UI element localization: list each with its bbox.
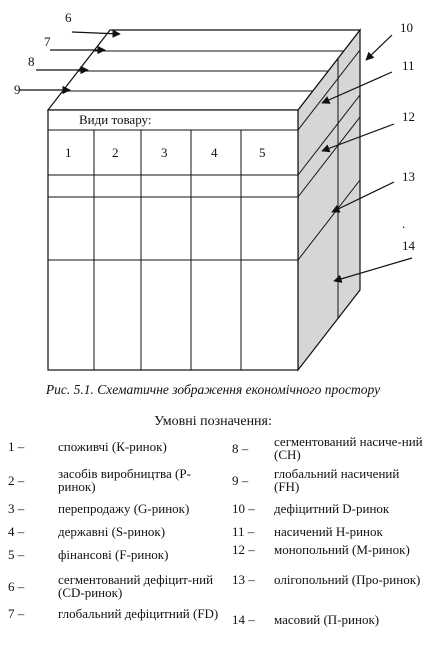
legend-item-3 (8, 502, 220, 515)
legend-text: сегментований насиче-ний (СН) (274, 434, 423, 462)
arrow-label-6: 6 (65, 10, 72, 25)
legend-text: дефіцитний D-ринок (274, 501, 390, 516)
legend-number: 3 – (8, 501, 25, 516)
legend-number: 7 – (8, 606, 25, 621)
legend-number: 12 – (232, 542, 255, 557)
stray-mark: . (402, 216, 406, 231)
legend-title: Умовні позначення: (154, 414, 272, 429)
legend-item-5 (8, 548, 220, 561)
figure-caption: Рис. 5.1. Схематичне зображення економічного простору (45, 382, 381, 397)
legend-text: глобальний дефіцитний (FD) (58, 606, 219, 621)
legend-text: державні (S-ринок) (58, 524, 166, 539)
column-label-5: 5 (259, 145, 266, 160)
legend-text: монопольний (М-ринок) (274, 542, 410, 557)
arrow-label-14: 14 (402, 238, 415, 253)
column-label-2: 2 (112, 145, 119, 160)
legend-item-6 (8, 573, 220, 599)
legend-item-8 (232, 435, 424, 461)
legend-text: засобів виробництва (Р-ринок) (58, 466, 191, 494)
column-label-3: 3 (161, 145, 168, 160)
legend-item-11 (232, 525, 424, 538)
arrow-label-8: 8 (28, 54, 35, 69)
legend-number: 9 – (232, 472, 249, 488)
legend-text: масовий (П-ринок) (274, 612, 380, 627)
legend-number: 13 – (232, 572, 255, 587)
legend-number: 8 – (232, 440, 249, 456)
legend-number: 2 – (8, 472, 25, 488)
column-label-4: 4 (211, 145, 218, 160)
legend-number: 1 – (8, 439, 25, 454)
legend-text: насичений Н-ринок (274, 524, 383, 539)
legend-number: 10 – (232, 501, 255, 516)
legend-text: сегментований дефіцит-ний (CD-ринок) (58, 572, 214, 600)
arrow-label-11: 11 (402, 58, 415, 73)
legend-item-14 (232, 613, 424, 626)
arrow-label-9: 9 (14, 82, 21, 97)
legend-number: 6 – (8, 578, 25, 594)
legend-item-7 (8, 607, 220, 620)
legend-text: споживчі (К-ринок) (58, 439, 167, 454)
legend-number: 14 – (232, 612, 255, 627)
legend-item-10 (232, 502, 424, 515)
legend-text: олігопольний (Про-ринок) (274, 572, 421, 587)
legend-number: 5 – (8, 547, 25, 562)
legend-text: глобальний насичений (FH) (274, 466, 400, 494)
arrow-label-12: 12 (402, 109, 415, 124)
arrow-label-10: 10 (400, 20, 413, 35)
legend-number: 4 – (8, 524, 25, 539)
legend-item-9 (232, 467, 424, 493)
arrow-label-7: 7 (44, 34, 51, 49)
legend-item-12 (232, 543, 424, 556)
arrow-label-13: 13 (402, 169, 415, 184)
column-label-1: 1 (65, 145, 72, 160)
legend-number: 11 – (232, 524, 255, 539)
product-types-header: Види товару: (79, 112, 152, 127)
legend-item-2 (8, 467, 220, 493)
legend-item-13 (232, 573, 424, 586)
legend-item-1 (8, 440, 220, 453)
legend-item-4 (8, 525, 220, 538)
legend-text: перепродажу (G-ринок) (58, 501, 190, 516)
legend-text: фінансові (F-ринок) (58, 547, 169, 562)
arrow-10 (366, 35, 392, 60)
